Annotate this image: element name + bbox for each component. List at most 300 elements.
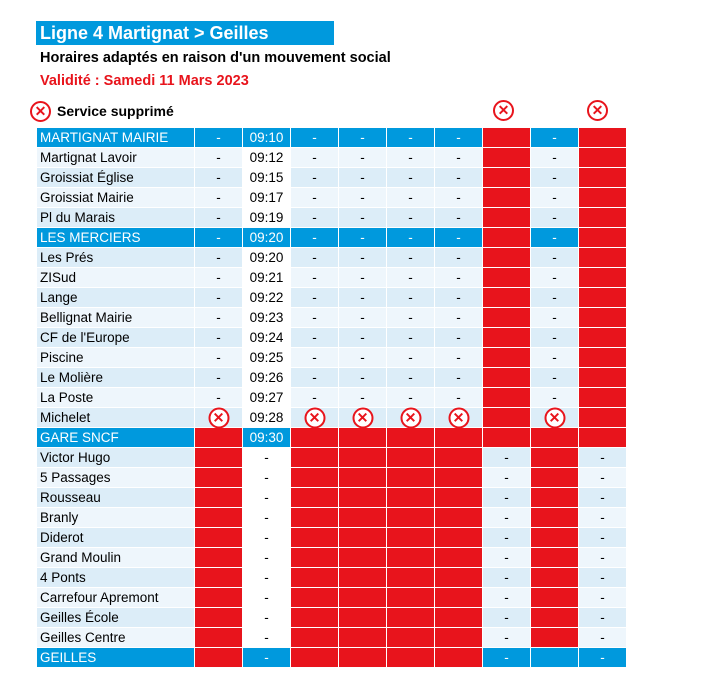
departure-time: 09:27 — [243, 388, 291, 408]
timetable-cell: - — [531, 248, 579, 268]
timetable-cell — [483, 208, 531, 228]
timetable-cell: - — [531, 188, 579, 208]
timetable-cell: - — [483, 568, 531, 588]
timetable-cell: - — [339, 328, 387, 348]
timetable-cell — [339, 408, 387, 428]
departure-time: 09:24 — [243, 328, 291, 348]
stop-name: MARTIGNAT MAIRIE — [37, 128, 195, 148]
timetable-cell: - — [531, 368, 579, 388]
timetable-cell — [291, 648, 339, 668]
timetable-cell — [387, 628, 435, 648]
timetable-cell — [387, 608, 435, 628]
timetable-cell — [483, 368, 531, 388]
timetable-cell — [579, 428, 627, 448]
cancel-circle-icon: ✕ — [30, 101, 51, 122]
timetable-cell: - — [387, 148, 435, 168]
timetable-cell — [339, 508, 387, 528]
timetable-cell: - — [387, 368, 435, 388]
timetable-cell — [195, 508, 243, 528]
timetable-cell: - — [339, 168, 387, 188]
timetable-cell — [483, 188, 531, 208]
timetable-cell — [339, 628, 387, 648]
timetable-cell — [483, 288, 531, 308]
timetable-cell — [531, 448, 579, 468]
timetable-cell: - — [339, 368, 387, 388]
timetable-cell: - — [435, 368, 483, 388]
timetable-cell: - — [435, 308, 483, 328]
timetable-cell — [339, 448, 387, 468]
stop-name: Grand Moulin — [37, 548, 195, 568]
departure-time: 09:20 — [243, 248, 291, 268]
timetable-cell — [483, 388, 531, 408]
timetable-cell: - — [195, 208, 243, 228]
timetable-cell — [435, 448, 483, 468]
timetable-cell — [483, 148, 531, 168]
timetable-cell: - — [531, 288, 579, 308]
timetable-cell: - — [387, 208, 435, 228]
stop-name: La Poste — [37, 388, 195, 408]
timetable-cell — [195, 408, 243, 428]
timetable-cell: - — [579, 608, 627, 628]
timetable-cell: - — [339, 308, 387, 328]
timetable-cell — [579, 148, 627, 168]
timetable-cell: - — [291, 368, 339, 388]
departure-time: - — [243, 648, 291, 668]
timetable-cell: - — [531, 268, 579, 288]
timetable-cell: - — [435, 248, 483, 268]
timetable-cell: - — [195, 368, 243, 388]
timetable-cell — [195, 448, 243, 468]
cancel-circle-icon: ✕ — [448, 407, 469, 428]
timetable-cell: - — [531, 348, 579, 368]
departure-time: 09:15 — [243, 168, 291, 188]
departure-time: - — [243, 528, 291, 548]
timetable-cell: - — [291, 328, 339, 348]
table-row — [37, 188, 627, 208]
timetable-cell — [339, 428, 387, 448]
timetable-cell — [579, 388, 627, 408]
timetable-cell: - — [579, 548, 627, 568]
timetable-cell: - — [435, 188, 483, 208]
timetable-cell — [339, 648, 387, 668]
timetable-cell — [483, 328, 531, 348]
departure-time: 09:23 — [243, 308, 291, 328]
timetable-cell: - — [579, 648, 627, 668]
timetable-cell: - — [483, 448, 531, 468]
timetable-cell — [483, 168, 531, 188]
timetable-cell — [435, 408, 483, 428]
table-row — [37, 268, 627, 288]
timetable-cell: - — [387, 328, 435, 348]
timetable-cell: - — [291, 308, 339, 328]
timetable-cell: - — [483, 648, 531, 668]
timetable-cell — [531, 608, 579, 628]
subtitle: Horaires adaptés en raison d'un mouvement social — [40, 50, 391, 66]
departure-time: 09:10 — [243, 128, 291, 148]
timetable-cell: - — [195, 288, 243, 308]
timetable-cell: - — [195, 168, 243, 188]
timetable-cell — [195, 648, 243, 668]
stop-name: Le Molière — [37, 368, 195, 388]
departure-time: - — [243, 548, 291, 568]
stop-name: Geilles Centre — [37, 628, 195, 648]
timetable-cell: - — [483, 488, 531, 508]
cancel-circle-icon: ✕ — [544, 407, 565, 428]
stop-name: Bellignat Mairie — [37, 308, 195, 328]
table-row — [37, 208, 627, 228]
table-row — [37, 248, 627, 268]
timetable-cell — [579, 168, 627, 188]
stop-name: 5 Passages — [37, 468, 195, 488]
timetable-cell: - — [195, 228, 243, 248]
timetable-cell — [531, 648, 579, 668]
stop-name: ZISud — [37, 268, 195, 288]
stop-name: LES MERCIERS — [37, 228, 195, 248]
stop-name: Groissiat Église — [37, 168, 195, 188]
stop-name: Michelet — [37, 408, 195, 428]
departure-time: - — [243, 628, 291, 648]
timetable-cell: - — [483, 528, 531, 548]
timetable-cell: - — [339, 268, 387, 288]
timetable-cell: - — [435, 148, 483, 168]
timetable-cell: - — [435, 388, 483, 408]
table-row — [37, 468, 627, 488]
timetable-cell — [579, 128, 627, 148]
timetable-cell: - — [339, 288, 387, 308]
timetable-cell: - — [195, 328, 243, 348]
timetable-cell — [579, 288, 627, 308]
timetable-cell — [435, 488, 483, 508]
timetable-cell — [531, 508, 579, 528]
timetable-cell: - — [195, 248, 243, 268]
departure-time: 09:12 — [243, 148, 291, 168]
timetable-cell: - — [579, 448, 627, 468]
departure-time: - — [243, 568, 291, 588]
timetable-cell — [339, 488, 387, 508]
stop-name: Lange — [37, 288, 195, 308]
timetable-cell — [483, 228, 531, 248]
timetable-cell — [531, 588, 579, 608]
timetable-cell — [483, 308, 531, 328]
timetable-cell: - — [531, 308, 579, 328]
timetable-cell — [579, 368, 627, 388]
timetable-cell: - — [339, 248, 387, 268]
timetable-cell: - — [579, 588, 627, 608]
table-row — [37, 388, 627, 408]
timetable-cell — [387, 548, 435, 568]
departure-time: - — [243, 508, 291, 528]
timetable-cell — [531, 468, 579, 488]
timetable-cell — [291, 528, 339, 548]
timetable-cell: - — [387, 248, 435, 268]
timetable-cell: - — [195, 148, 243, 168]
stop-name: 4 Ponts — [37, 568, 195, 588]
timetable-cell — [195, 588, 243, 608]
timetable-cell — [291, 468, 339, 488]
timetable-cell — [483, 408, 531, 428]
timetable-cell — [291, 608, 339, 628]
timetable-cell — [387, 648, 435, 668]
timetable-cell: - — [579, 468, 627, 488]
timetable-cell: - — [339, 188, 387, 208]
timetable-cell — [339, 468, 387, 488]
cancel-circle-icon: ✕ — [304, 407, 325, 428]
timetable-cell — [483, 248, 531, 268]
table-row — [37, 328, 627, 348]
timetable-cell — [531, 408, 579, 428]
timetable-cell — [291, 508, 339, 528]
timetable-cell — [195, 608, 243, 628]
timetable-cell — [531, 628, 579, 648]
timetable-cell — [435, 428, 483, 448]
table-row — [37, 368, 627, 388]
timetable-cell: - — [387, 168, 435, 188]
timetable-cell — [387, 488, 435, 508]
timetable-cell — [387, 508, 435, 528]
timetable-cell: - — [339, 128, 387, 148]
table-row — [37, 488, 627, 508]
timetable-cell: - — [291, 268, 339, 288]
stop-name: GARE SNCF — [37, 428, 195, 448]
timetable-cell: - — [387, 128, 435, 148]
validity-date: Validité : Samedi 11 Mars 2023 — [40, 73, 249, 89]
timetable-cell — [435, 508, 483, 528]
timetable-cell — [291, 428, 339, 448]
table-row — [37, 568, 627, 588]
timetable-cell: - — [291, 128, 339, 148]
stop-name: Groissiat Mairie — [37, 188, 195, 208]
timetable-cell: - — [435, 288, 483, 308]
timetable-cell: - — [291, 228, 339, 248]
timetable-cell — [291, 588, 339, 608]
legend-label: Service supprimé — [57, 103, 174, 119]
departure-time: - — [243, 608, 291, 628]
cancel-circle-icon: ✕ — [400, 407, 421, 428]
timetable-cell: - — [435, 128, 483, 148]
table-row — [37, 628, 627, 648]
departure-time: 09:25 — [243, 348, 291, 368]
timetable-cell — [483, 428, 531, 448]
departure-time: - — [243, 488, 291, 508]
timetable-cell — [387, 468, 435, 488]
timetable-cell: - — [531, 148, 579, 168]
timetable-cell — [579, 188, 627, 208]
timetable-cell: - — [387, 348, 435, 368]
timetable-cell — [387, 408, 435, 428]
timetable-cell: - — [339, 228, 387, 248]
cancel-circle-icon: ✕ — [208, 407, 229, 428]
table-row — [37, 308, 627, 328]
timetable-cell — [435, 648, 483, 668]
stop-name: Martignat Lavoir — [37, 148, 195, 168]
stop-name: CF de l'Europe — [37, 328, 195, 348]
timetable-cell: - — [483, 548, 531, 568]
table-row — [37, 288, 627, 308]
timetable-cell: - — [483, 628, 531, 648]
timetable-cell — [531, 488, 579, 508]
table-row — [37, 588, 627, 608]
timetable-cell — [579, 408, 627, 428]
stop-name: Piscine — [37, 348, 195, 368]
timetable-cell — [339, 608, 387, 628]
timetable-cell — [435, 608, 483, 628]
timetable-cell: - — [579, 568, 627, 588]
timetable-cell: - — [291, 168, 339, 188]
stop-name: Branly — [37, 508, 195, 528]
timetable-cell: - — [339, 348, 387, 368]
timetable-cell — [291, 568, 339, 588]
departure-time: 09:19 — [243, 208, 291, 228]
timetable-cell — [387, 528, 435, 548]
timetable-cell — [291, 488, 339, 508]
timetable-cell — [579, 328, 627, 348]
timetable-cell — [579, 248, 627, 268]
timetable-cell — [579, 308, 627, 328]
timetable-cell: - — [531, 208, 579, 228]
departure-time: 09:20 — [243, 228, 291, 248]
timetable-cell — [195, 488, 243, 508]
timetable-cell: - — [387, 228, 435, 248]
timetable-cell — [387, 568, 435, 588]
departure-time: 09:28 — [243, 408, 291, 428]
legend — [30, 100, 174, 122]
table-row — [37, 648, 627, 668]
timetable-cell — [435, 628, 483, 648]
timetable-cell: - — [435, 348, 483, 368]
timetable-cell: - — [579, 528, 627, 548]
timetable-cell: - — [435, 228, 483, 248]
departure-time: 09:30 — [243, 428, 291, 448]
timetable-cell: - — [195, 268, 243, 288]
table-row — [37, 608, 627, 628]
timetable-cell — [435, 468, 483, 488]
timetable-cell — [435, 588, 483, 608]
timetable-cell: - — [531, 228, 579, 248]
timetable-cell: - — [531, 388, 579, 408]
stop-name: Carrefour Apremont — [37, 588, 195, 608]
timetable-cell — [291, 548, 339, 568]
cancel-circle-icon: ✕ — [352, 407, 373, 428]
timetable-cell: - — [387, 388, 435, 408]
table-row — [37, 548, 627, 568]
timetable-cell — [483, 268, 531, 288]
timetable-cell: - — [387, 188, 435, 208]
timetable-cell: - — [531, 168, 579, 188]
timetable-cell: - — [291, 188, 339, 208]
timetable-cell — [291, 628, 339, 648]
departure-time: - — [243, 448, 291, 468]
table-row — [37, 428, 627, 448]
timetable-cell — [195, 528, 243, 548]
timetable-cell: - — [291, 248, 339, 268]
timetable-cell: - — [291, 388, 339, 408]
stop-name: Victor Hugo — [37, 448, 195, 468]
timetable-cell: - — [291, 208, 339, 228]
timetable-cell — [387, 428, 435, 448]
stop-name: Geilles École — [37, 608, 195, 628]
timetable-cell: - — [435, 168, 483, 188]
timetable-cell — [531, 428, 579, 448]
departure-time: 09:22 — [243, 288, 291, 308]
timetable-cell — [435, 548, 483, 568]
timetable-cell: - — [195, 348, 243, 368]
timetable-cell — [387, 588, 435, 608]
timetable-cell: - — [435, 208, 483, 228]
timetable-cell — [195, 428, 243, 448]
timetable-cell — [531, 548, 579, 568]
timetable-cell: - — [195, 308, 243, 328]
table-row — [37, 448, 627, 468]
timetable-cell: - — [195, 128, 243, 148]
cancel-circle-icon: ✕ — [493, 100, 514, 121]
timetable-cell — [435, 528, 483, 548]
page-title: Ligne 4 Martignat > Geilles — [36, 21, 334, 45]
timetable-cell: - — [387, 308, 435, 328]
timetable-cell — [291, 408, 339, 428]
timetable-cell — [531, 568, 579, 588]
timetable-cell: - — [579, 508, 627, 528]
timetable-cell: - — [579, 488, 627, 508]
timetable-cell — [339, 528, 387, 548]
timetable-cell: - — [435, 328, 483, 348]
stop-name: Diderot — [37, 528, 195, 548]
timetable-cell: - — [291, 148, 339, 168]
table-row — [37, 128, 627, 148]
cancel-circle-icon: ✕ — [587, 100, 608, 121]
stop-name: Rousseau — [37, 488, 195, 508]
table-row — [37, 228, 627, 248]
timetable-cell — [291, 448, 339, 468]
departure-time: - — [243, 468, 291, 488]
timetable-cell: - — [531, 328, 579, 348]
timetable-cell — [435, 568, 483, 588]
timetable-cell — [579, 268, 627, 288]
timetable-cell — [579, 208, 627, 228]
timetable-cell: - — [531, 128, 579, 148]
timetable-cell — [483, 348, 531, 368]
departure-time: 09:17 — [243, 188, 291, 208]
departure-time: 09:21 — [243, 268, 291, 288]
timetable-cell: - — [339, 388, 387, 408]
timetable-cell — [579, 228, 627, 248]
timetable-cell: - — [387, 288, 435, 308]
timetable-cell: - — [339, 208, 387, 228]
timetable-cell — [195, 548, 243, 568]
timetable-cell — [195, 468, 243, 488]
timetable-cell — [483, 128, 531, 148]
table-row — [37, 528, 627, 548]
departure-time: 09:26 — [243, 368, 291, 388]
timetable-cell: - — [195, 188, 243, 208]
stop-name: Les Prés — [37, 248, 195, 268]
timetable-cell — [339, 588, 387, 608]
timetable-cell: - — [483, 468, 531, 488]
timetable-cell: - — [483, 588, 531, 608]
timetable-cell — [339, 548, 387, 568]
table-row — [37, 168, 627, 188]
timetable-cell — [531, 528, 579, 548]
timetable-cell — [195, 568, 243, 588]
stop-name: Pl du Marais — [37, 208, 195, 228]
timetable-cell: - — [387, 268, 435, 288]
timetable-cell — [387, 448, 435, 468]
timetable-cell — [579, 348, 627, 368]
timetable-cell: - — [291, 348, 339, 368]
table-row — [37, 508, 627, 528]
timetable-cell: - — [195, 388, 243, 408]
timetable-cell: - — [483, 508, 531, 528]
table-row — [37, 148, 627, 168]
